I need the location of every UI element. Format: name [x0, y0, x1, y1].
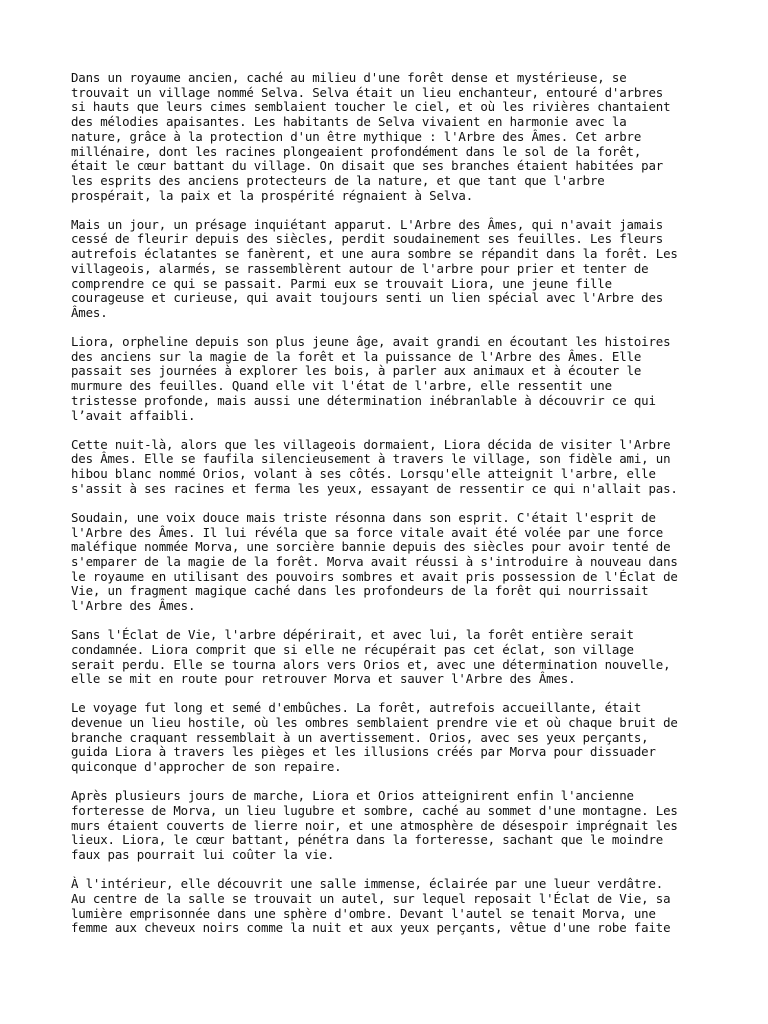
line: Âmes. — [71, 304, 108, 320]
line: murmure des feuilles. Quand elle vit l'état de l'arbre, elle ressentit une — [71, 378, 612, 394]
line: l’avait affaibli. — [71, 407, 196, 423]
paragraph-6 — [71, 628, 711, 687]
line: serait perdu. Elle se tourna alors vers Orios et, avec une détermination nouvelle, — [71, 656, 671, 672]
line: des anciens sur la magie de la forêt et la puissance de l'Arbre des Âmes. Elle — [71, 348, 642, 364]
line: lumière emprisonnée dans une sphère d'ombre. Devant l'autel se tenait Morva, une — [71, 905, 656, 921]
line: si hauts que leurs cimes semblaient toucher le ciel, et où les rivières chantaient — [71, 99, 671, 115]
line: maléfique nommée Morva, une sorcière bannie depuis des siècles pour avoir tenté de — [71, 539, 671, 555]
line: elle se mit en route pour retrouver Morva et sauver l'Arbre des Âmes. — [71, 671, 576, 687]
line: s'assit à ses racines et ferma les yeux, essayant de ressentir ce qui n'allait pas. — [71, 480, 678, 496]
line: lieux. Liora, le cœur battant, pénétra dans la forteresse, sachant que le moindre — [71, 832, 664, 848]
line: Le voyage fut long et semé d'embûches. La forêt, autrefois accueillante, était — [71, 700, 642, 716]
paragraph-1 — [71, 71, 711, 203]
line: Soudain, une voix douce mais triste résonna dans son esprit. C'était l'esprit de — [71, 509, 656, 525]
line: villageois, alarmés, se rassemblèrent autour de l'arbre pour prier et tenter de — [71, 260, 649, 276]
line: Mais un jour, un présage inquiétant apparut. L'Arbre des Âmes, qui n'avait jamais — [71, 216, 664, 232]
paragraph-3 — [71, 335, 711, 423]
line: hibou blanc nommé Orios, volant à ses côtés. Lorsqu'elle atteignit l'arbre, elle — [71, 466, 656, 482]
line: Vie, un fragment magique caché dans les profondeurs de la forêt qui nourrissait — [71, 583, 649, 599]
line: nature, grâce à la protection d'un être mythique : l'Arbre des Âmes. Cet arbre — [71, 128, 642, 144]
paragraph-5 — [71, 511, 711, 614]
line: Cette nuit-là, alors que les villageois dormaient, Liora décida de visiter l'Arbre — [71, 436, 671, 452]
paragraph-4 — [71, 438, 711, 497]
line: guida Liora à travers les pièges et les illusions créés par Morva pour dissuader — [71, 744, 656, 760]
line: courageuse et curieuse, qui avait toujours senti un lien spécial avec l'Arbre des — [71, 290, 664, 306]
line: tristesse profonde, mais aussi une détermination inébranlable à découvrir ce qui — [71, 392, 656, 408]
line: prospérait, la paix et la prospérité régnaient à Selva. — [71, 187, 474, 203]
line: l'Arbre des Âmes. Il lui révéla que sa force vitale avait été volée par une force — [71, 524, 664, 540]
paragraph-2 — [71, 218, 711, 321]
line: cessé de fleurir depuis des siècles, perdit soudainement ses feuilles. Les fleurs — [71, 231, 664, 247]
line: millénaire, dont les racines plongeaient profondément dans le sol de la forêt, — [71, 143, 642, 159]
line: l'Arbre des Âmes. — [71, 598, 196, 614]
line: condamnée. Liora comprit que si elle ne récupérait pas cet éclat, son village — [71, 641, 634, 657]
line: s'emparer de la magie de la forêt. Morva avait réussi à s'introduire à nouveau dans — [71, 553, 678, 569]
line: comprendre ce qui se passait. Parmi eux se trouvait Liora, une jeune fille — [71, 275, 612, 291]
paragraph-9 — [71, 877, 711, 936]
line: Liora, orpheline depuis son plus jeune âge, avait grandi en écoutant les histoires — [71, 334, 671, 350]
line: murs étaient couverts de lierre noir, et une atmosphère de désespoir imprégnait les — [71, 817, 678, 833]
line: devenue un lieu hostile, où les ombres semblaient prendre vie et où chaque bruit de — [71, 715, 678, 731]
line: quiconque d'approcher de son repaire. — [71, 759, 342, 775]
line: était le cœur battant du village. On disait que ses branches étaient habitées par — [71, 158, 664, 174]
paragraph-8 — [71, 789, 711, 863]
line: trouvait un village nommé Selva. Selva était un lieu enchanteur, entouré d'arbres — [71, 84, 664, 100]
line: des mélodies apaisantes. Les habitants de Selva vivaient en harmonie avec la — [71, 114, 627, 130]
line: Dans un royaume ancien, caché au milieu d'une forêt dense et mystérieuse, se — [71, 70, 627, 85]
line: des Âmes. Elle se faufila silencieusement à travers le village, son fidèle ami, un — [71, 451, 671, 467]
line: branche craquant ressemblait à un avertissement. Orios, avec ses yeux perçants, — [71, 729, 649, 745]
line: les esprits des anciens protecteurs de la nature, et que tant que l'arbre — [71, 172, 605, 188]
line: Sans l'Éclat de Vie, l'arbre dépérirait, et avec lui, la forêt entière serait — [71, 627, 634, 643]
line: Après plusieurs jours de marche, Liora et Orios atteignirent enfin l'ancienne — [71, 788, 634, 804]
line: autrefois éclatantes se fanèrent, et une aura sombre se répandit dans la forêt. Les — [71, 246, 678, 262]
line: À l'intérieur, elle découvrit une salle immense, éclairée par une lueur verdâtre. — [71, 876, 664, 892]
paragraph-7 — [71, 701, 711, 775]
document-page — [71, 71, 711, 950]
line: le royaume en utilisant des pouvoirs sombres et avait pris possession de l'Éclat de — [71, 568, 678, 584]
line: femme aux cheveux noirs comme la nuit et aux yeux perçants, vêtue d'une robe faite — [71, 920, 671, 936]
line: Au centre de la salle se trouvait un autel, sur lequel reposait l'Éclat de Vie, sa — [71, 890, 671, 906]
line: forteresse de Morva, un lieu lugubre et sombre, caché au sommet d'une montagne. Les — [71, 802, 678, 818]
line: faux pas pourrait lui coûter la vie. — [71, 847, 335, 863]
line: passait ses journées à explorer les bois, à parler aux animaux et à écouter le — [71, 363, 642, 379]
